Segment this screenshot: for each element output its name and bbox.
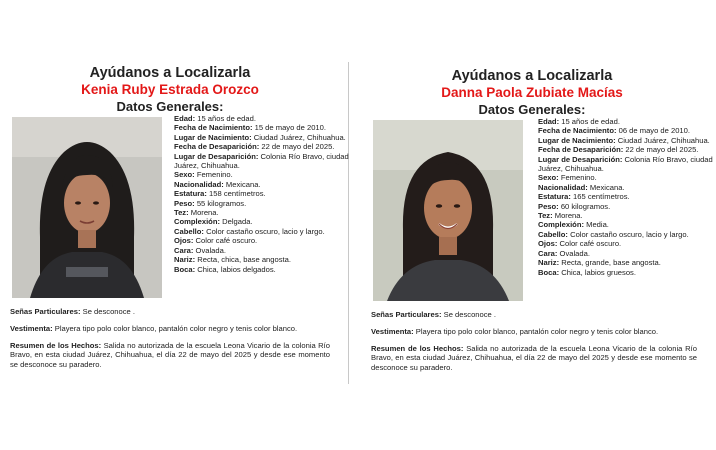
field-label: Ojos:: [538, 239, 558, 249]
poster-title: Ayúdanos a Localizarla: [89, 65, 251, 81]
field-value: Media.: [586, 220, 609, 230]
field-ojos: [174, 236, 352, 245]
field-value: Mexicana.: [589, 182, 625, 192]
senas-particulares: [10, 307, 330, 316]
field-label: Boca:: [174, 264, 196, 274]
field-nacionalidad: [538, 183, 716, 192]
field-estatura: [538, 192, 716, 201]
person-photo: [12, 117, 162, 298]
field-value: Ciudad Juárez, Chihuahua.: [617, 135, 710, 145]
field-label: Peso:: [538, 201, 559, 211]
poster-title: Ayúdanos a Localizarla: [451, 68, 613, 84]
field-label: Cara:: [538, 248, 558, 258]
field-label: Tez:: [538, 211, 553, 221]
field-label: Cara:: [174, 245, 194, 255]
field-value: 22 de mayo del 2025.: [625, 145, 699, 155]
field-label: Fecha de Desaparición:: [174, 142, 260, 152]
field-fecha-desaparicion: [174, 142, 352, 151]
field-lugar-nacimiento: [538, 136, 716, 145]
field-value: Color castaño oscuro, lacio y largo.: [570, 229, 689, 239]
person-name: Kenia Ruby Estrada Orozco: [81, 82, 259, 97]
field-value: 15 años de edad.: [197, 114, 256, 123]
field-complexion: [174, 217, 352, 226]
field-label: Boca:: [538, 267, 560, 277]
field-fecha-desaparicion: [538, 145, 716, 154]
field-cabello: [174, 227, 352, 236]
person-name: Danna Paola Zubiate Macías: [441, 85, 623, 100]
vestimenta-label: Vestimenta:: [371, 327, 414, 336]
field-value: Colonia Río Bravo, ciudad Juárez, Chihuahua.: [174, 151, 349, 171]
field-value: Colonia Río Bravo, ciudad Juárez, Chihuahua.: [538, 154, 713, 174]
field-value: Delgada.: [222, 217, 253, 227]
senas-particulares: [371, 310, 697, 319]
vestimenta-label: Vestimenta:: [10, 324, 53, 333]
field-boca: [538, 268, 716, 277]
general-data-list: [174, 114, 352, 274]
field-label: Nariz:: [174, 255, 196, 265]
resumen-label: Resumen de los Hechos:: [371, 344, 464, 353]
resumen-value: Salida no autorizada de la escuela Leona Vicario de la colonia Río Bravo, en esta ciudad Juárez, Chihuahua, el día 22 de mayo del 2025 y desde ese momento se desconoce su paradero.: [371, 344, 697, 372]
field-value: 15 años de edad.: [561, 117, 620, 126]
field-boca: [174, 265, 352, 274]
field-peso: [174, 199, 352, 208]
field-estatura: [174, 189, 352, 198]
senas-label: Señas Particulares:: [10, 307, 81, 316]
field-label: Lugar de Nacimiento:: [538, 135, 616, 145]
field-value: Morena.: [190, 208, 219, 218]
field-tez: [538, 211, 716, 220]
field-fecha-nacimiento: [538, 126, 716, 135]
field-label: Sexo:: [538, 173, 559, 183]
general-data-list: [538, 117, 716, 277]
field-label: Tez:: [174, 208, 189, 218]
field-label: Fecha de Nacimiento:: [174, 123, 253, 133]
field-label: Complexión:: [538, 220, 584, 230]
field-nariz: [174, 255, 352, 264]
vestimenta-value: Playera tipo polo color blanco, pantalón color negro y tenis color blanco.: [54, 324, 298, 333]
field-value: Ovalada.: [195, 245, 226, 255]
field-sexo: [538, 173, 716, 182]
resumen-label: Resumen de los Hechos:: [10, 341, 102, 350]
field-value: Ciudad Juárez, Chihuahua.: [253, 132, 346, 142]
field-value: Recta, grande, base angosta.: [561, 258, 661, 268]
vestimenta-value: Playera tipo polo color blanco, pantalón color negro y tenis color blanco.: [415, 327, 659, 336]
field-edad: [174, 114, 352, 123]
field-ojos: [538, 239, 716, 248]
field-label: Lugar de Desaparición:: [538, 154, 623, 164]
field-value: 06 de mayo de 2010.: [618, 126, 690, 136]
field-label: Cabello:: [538, 229, 568, 239]
field-label: Estatura:: [174, 189, 207, 199]
field-value: 60 kilogramos.: [560, 201, 611, 211]
field-nariz: [538, 258, 716, 267]
field-value: Color castaño oscuro, lacio y largo.: [206, 226, 325, 236]
vestimenta: [10, 324, 330, 333]
field-sexo: [174, 170, 352, 179]
field-nacionalidad: [174, 180, 352, 189]
field-label: Nacionalidad:: [174, 179, 224, 189]
field-label: Cabello:: [174, 226, 204, 236]
field-value: Color café oscuro.: [559, 239, 622, 249]
senas-value: Se desconoce .: [82, 307, 135, 316]
field-peso: [538, 202, 716, 211]
field-value: Femenino.: [560, 173, 597, 183]
field-label: Fecha de Desaparición:: [538, 145, 624, 155]
field-lugar-nacimiento: [174, 133, 352, 142]
field-value: Color café oscuro.: [195, 236, 258, 246]
field-tez: [174, 208, 352, 217]
field-value: 158 centímetros.: [209, 189, 266, 199]
field-complexion: [538, 220, 716, 229]
missing-person-poster-1: [0, 0, 349, 450]
field-value: 22 de mayo del 2025.: [261, 142, 335, 152]
field-label: Peso:: [174, 198, 195, 208]
field-cara: [538, 249, 716, 258]
field-label: Ojos:: [174, 236, 194, 246]
field-label: Sexo:: [174, 170, 195, 180]
field-value: Ovalada.: [559, 248, 590, 258]
field-label: Lugar de Nacimiento:: [174, 132, 252, 142]
senas-label: Señas Particulares:: [371, 310, 442, 319]
field-value: 15 de mayo de 2010.: [254, 123, 326, 133]
field-value: Mexicana.: [225, 179, 261, 189]
field-value: Chica, labios delgados.: [197, 264, 276, 274]
field-label: Complexión:: [174, 217, 220, 227]
field-value: 165 centímetros.: [573, 192, 630, 202]
section-heading-datos-generales: Datos Generales:: [478, 102, 586, 117]
field-value: Chica, labios gruesos.: [561, 267, 636, 277]
field-label: Nacionalidad:: [538, 182, 588, 192]
field-label: Nariz:: [538, 258, 560, 268]
senas-value: Se desconoce .: [443, 310, 496, 319]
field-value: Recta, chica, base angosta.: [197, 255, 291, 265]
field-edad: [538, 117, 716, 126]
field-fecha-nacimiento: [174, 123, 352, 132]
field-label: Fecha de Nacimiento:: [538, 126, 617, 136]
field-value: Femenino.: [196, 170, 233, 180]
field-cabello: [538, 230, 716, 239]
field-value: Morena.: [554, 211, 583, 221]
resumen-hechos: [10, 341, 330, 369]
field-label: Edad:: [538, 117, 560, 126]
missing-person-poster-2: [362, 0, 713, 450]
section-heading-datos-generales: Datos Generales:: [116, 99, 224, 114]
field-value: 55 kilogramos.: [196, 198, 247, 208]
resumen-hechos: [371, 344, 697, 372]
field-label: Edad:: [174, 114, 196, 123]
field-lugar-desaparicion: [538, 155, 716, 174]
person-photo: [373, 120, 523, 301]
field-cara: [174, 246, 352, 255]
vestimenta: [371, 327, 697, 336]
resumen-value: Salida no autorizada de la escuela Leona Vicario de la colonia Río Bravo, en esta ciudad Juárez, Chihuahua, el día 22 de mayo del 2025 y desde ese momento se desconoce su paradero.: [10, 341, 330, 369]
field-lugar-desaparicion: [174, 152, 352, 171]
field-label: Estatura:: [538, 192, 571, 202]
field-label: Lugar de Desaparición:: [174, 151, 259, 161]
